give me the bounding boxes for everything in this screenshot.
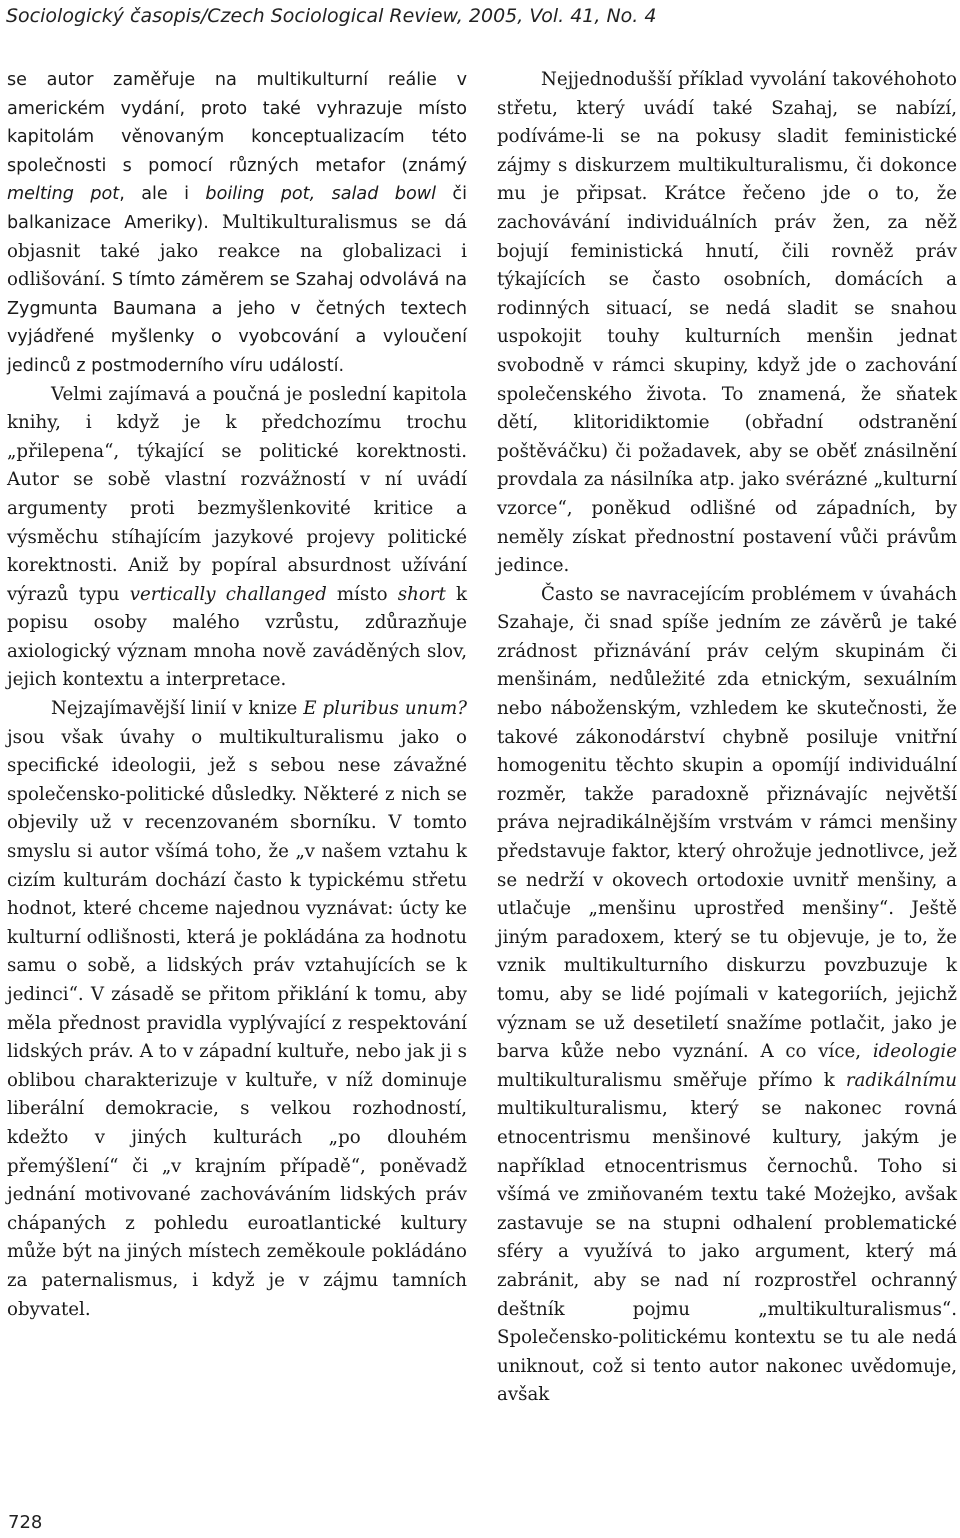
paragraph: se autor zaměřuje na multikulturní reálie v americkém vydání, proto také vyhrazuje místo kapitolám věnovaným konceptualizacím této společnosti s pomocí různých metafor (známý melting pot, ale i boiling pot, salad bowl či balkanizace Ameriky). Multikulturalismus se dá objasnit také jako reakce na globalizaci i odlišování. S tímto záměrem se Szahaj odvolává na Zygmunta Baumana a jeho v četných textech vyjádřené myšlenky o vyobcování a vyloučení jedinců z postmoderního víru událostí. bbox=[7, 70, 467, 376]
paragraph: Velmi zajímavá a poučná je poslední kapitola knihy, i když je k předchozímu trochu „přilepena“, týkající se politické korektnosti. Autor se sobě vlastní rozvážností v ní uvádí argumenty proti bezmyšlenkovité kritice a výsměchu stíhajícím jazykové projevy politické korektnosti. Aniž by popíral absurdnost užívání výrazů typu vertically challanged místo short k popisu osoby malého vzrůstu, zdůrazňuje axiologický význam mnoha nově zaváděných slov, jejich kontextu a interpretace. bbox=[7, 383, 468, 691]
page-number: 728 bbox=[8, 1512, 43, 1533]
right-column bbox=[497, 66, 957, 1410]
running-head: Sociologický časopis/Czech Sociological Review, 2005, Vol. 41, No. 4 bbox=[6, 5, 657, 27]
paragraph: Často se navracejícím problémem v úvahách Szahaje, či snad spíše jedním ze závěrů je také zrádnost přiznávání práv celým skupinám či menšinám, nedůležité zda etnickým, sexuálním nebo náboženským, vzhledem ke skutečnosti, že takové zákonodárství chybně posiluje vnitřní homogenitu těchto skupin a opomíjí individuální rozměr, takže paradoxně přiznávajíc největší práva nejradikálnějším vrstvám v rámci menšiny představuje faktor, který ohrožuje jednotlivce, jež se nedrží v okovech ortodoxie uvnitř menšiny, a utlačuje „menšinu uprostřed menšiny“. Ještě jiným paradoxem, který se tu objevuje, je to, že vznik multikulturního diskurzu povzbuzuje k tomu, aby se lidé pojímali v kategoriích, jejichž význam se už desetiletí snažíme potlačit, jako je barva kůže nebo vyznání. A co více, ideologie multikulturalismu směřuje přímo k radikálnímu multikulturalismu, který se nakonec rovná etnocentrismu menšinové kultury, jakým je například etnocentrismus černochů. Toho si všímá ve zmiňovaném textu také Możejko, avšak zastavuje se na stupni odhalení problematické sféry a využívá to jako argument, který má zabránit, aby se nad ní rozprostřel ochranný deštník pojmu „multikulturalismus“. Společensko-politickému kontextu se tu ale nedá uniknout, což si tento autor nakonec uvědomuje, avšak bbox=[497, 583, 957, 1406]
paragraph: Nejzajímavější linií v knize E pluribus unum? jsou však úvahy o multikulturalismu jako o specifické ideologii, jež s sebou nese závažné společensko-politické důsledky. Některé z nich se objevily už v recenzovaném sborníku. V tomto smyslu si autor všímá toho, že „v našem vztahu k cizím kulturám dochází často k typickému střetu hodnot, které chceme najednou vyznávat: úcty ke kulturní odlišnosti, která je pokládána za hodnotu samu o sobě, a lidských práv vztahujících se k jedinci“. V zásadě se přitom přiklání k tomu, aby měla přednost pravidla vyplývající z respektování lidských práv. A to v západní kultuře, nebo jak ji s oblibou charakterizuje v kultuře, v níž dominuje liberální demokracie, s velkou rozhodností, kdežto v jiných kulturách „po dlouhém přemýšlení“ či „v krajním případě“, poněvadž jednání motivované zachováváním lidských práv chápaných z pohledu euroatlantické kultury může být na jiných místech zeměkoule pokládáno za paternalismus, i když je v zájmu tamních obyvatel. bbox=[7, 698, 467, 1320]
paragraph: Nejjednodušší příklad vyvolání takovéhohoto střetu, který uvádí také Szahaj, se nabízí, podíváme-li se na pokusy sladit feministické zájmy s diskurzem multikulturalismu, či dokonce mu je připsat. Krátce řečeno jde o to, že zachovávání individuálních práv žen, za něž bojují feministická hnutí, čili rovněž práv týkajících se často osobních, domácích a rodinných situací, se nedá sladit se snahou uspokojit touhy kulturních menšin jednat svobodně v rámci skupiny, když jde o zachování společenského života. To znamená, že sňatek dětí, klitoridiktomie (obřadní odstranění poštěváčku) či požadavek, aby se oběť znásilnění provdala za násilníka atp. jako svérázné „kulturní vzorce“, poněkud odlišné od západních, by neměly získat přednostní postavení vůči právům jedince. bbox=[497, 69, 957, 577]
left-column bbox=[7, 66, 467, 1324]
